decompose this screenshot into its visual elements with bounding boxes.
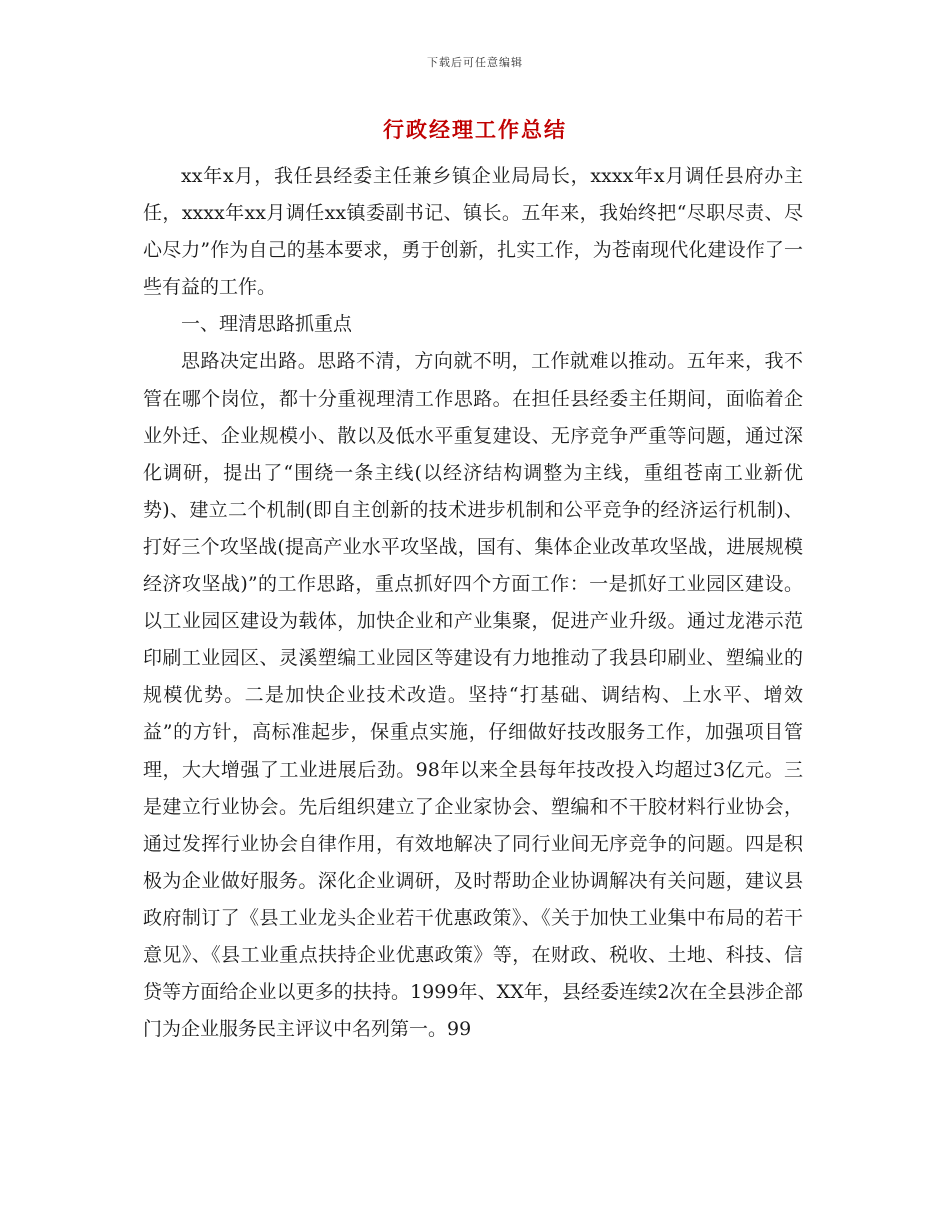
document-title: 行政经理工作总结 — [383, 117, 567, 142]
document-body — [143, 158, 803, 1048]
section-heading: 一、理清思路抓重点 — [181, 313, 353, 336]
header-note: 下载后可任意编辑 — [427, 56, 523, 69]
paragraph-section-1: 思路决定出路。思路不清，方向就不明，工作就难以推动。五年来，我不管在哪个岗位，都十分重视理清工作思路。在担任县经委主任期间，面临着企业外迁、企业规模小、散以及低水平重复建设、无序竞争严重等问题，通过深化调研，提出了“围绕一条主线(以经济结构调整为主线，重组苍南工业新优势)、建立二个机制(即自主创新的技术进步机制和公平竞争的经济运行机制)、打好三个攻坚战(提高产业水平攻坚战，国有、集体企业改革攻坚战，进展规模经济攻坚战)”的工作思路，重点抓好四个方面工作：一是抓好工业园区建设。以工业园区建设为载体，加快企业和产业集聚，促进产业升级。通过龙港示范印刷工业园区、灵溪塑编工业园区等建设有力地推动了我县印刷业、塑编业的规模优势。二是加快企业技术改造。坚持“打基础、调结构、上水平、增效益”的方针，高标准起步，保重点实施，仔细做好技改服务工作，加强项目管理，大大增强了工业进展后劲。98年以来全县每年技改投入均超过3亿元。三是建立行业协会。先后组织建立了企业家协会、塑编和不干胶材料行业协会，通过发挥行业协会自律作用，有效地解决了同行业间无序竞争的问题。四是积极为企业做好服务。深化企业调研，及时帮助企业协调解决有关问题，建议县政府制订了《县工业龙头企业若干优惠政策》、《关于加快工业集中布局的若干意见》、《县工业重点扶持企业优惠政策》等，在财政、税收、土地、科技、信贷等方面给企业以更多的扶持。1999年、XX年，县经委连续2次在全县涉企部门为企业服务民主评议中名列第一。99 — [143, 350, 803, 1041]
paragraph-intro: xx年x月，我任县经委主任兼乡镇企业局局长，xxxx年x月调任县府办主任，xxxx年xx月调任xx镇委副书记、镇长。五年来，我始终把“尽职尽责、尽心尽力”作为自己的基本要求，勇于创新，扎实工作，为苍南现代化建设作了一些有益的工作。 — [143, 165, 803, 299]
